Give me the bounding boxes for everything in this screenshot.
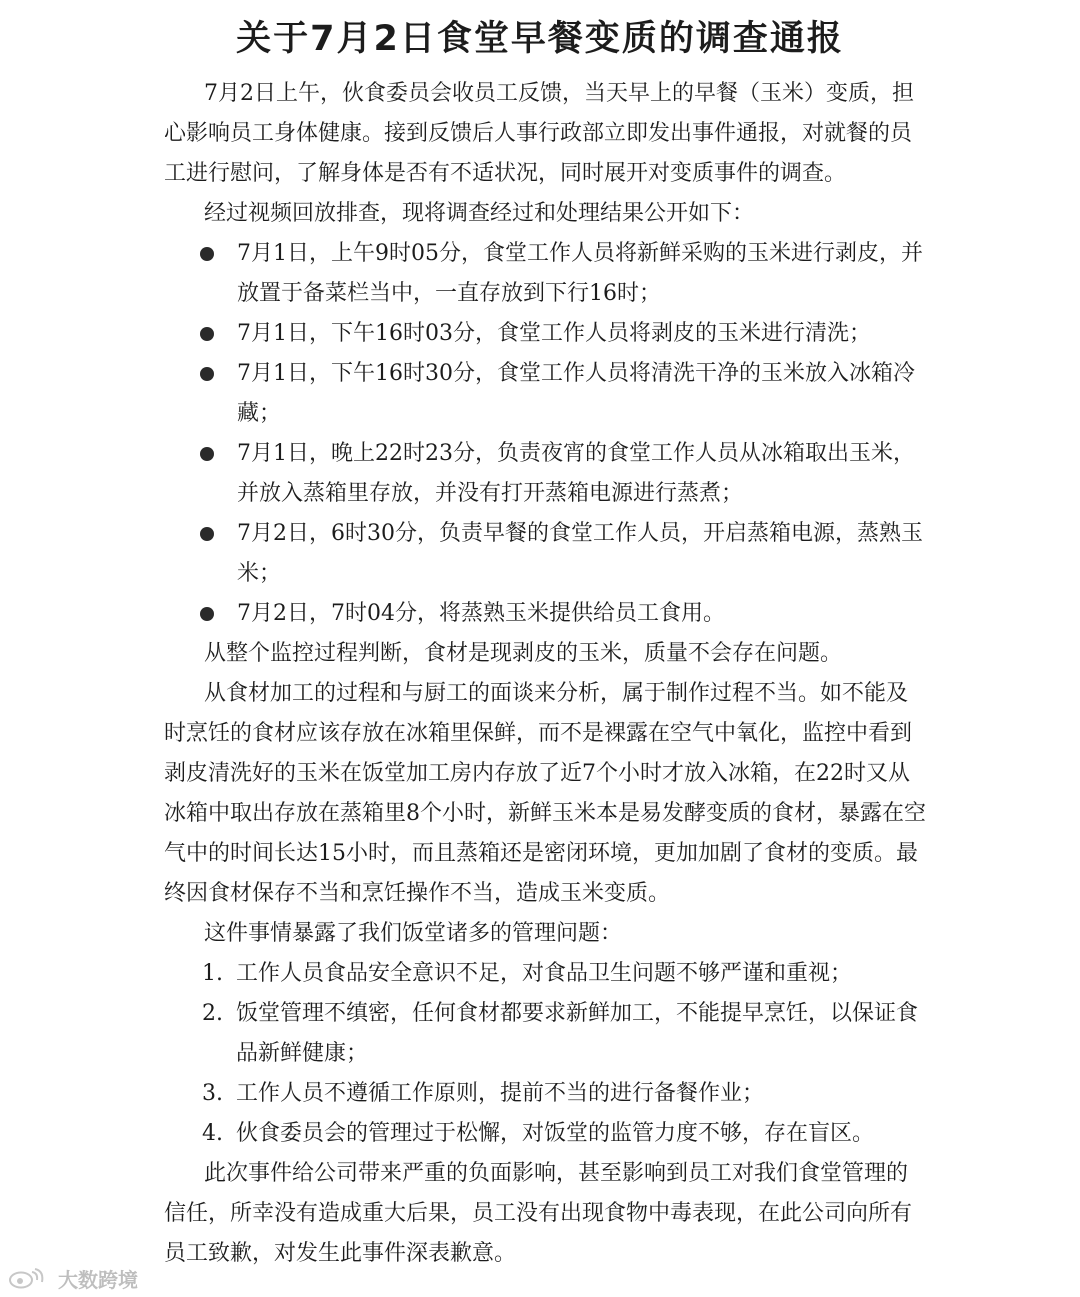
- watermark-text: 大数跨境: [58, 1267, 138, 1292]
- investigation-lead-paragraph: 经过视频回放排查，现将调查经过和处理结果公开如下：: [204, 201, 755, 226]
- issue-number: 3.: [202, 1081, 223, 1106]
- timeline-item-text: 7月2日，6时30分，负责早餐的食堂工作人员，开启蒸箱电源，蒸熟玉米；: [237, 521, 923, 586]
- timeline-item-text: 7月1日，晚上22时23分，负责夜宵的食堂工作人员从冰箱取出玉米，并放入蒸箱里存放，并没有打开蒸箱电源进行蒸煮；: [237, 441, 915, 506]
- bullet-dot-icon: [200, 447, 214, 461]
- timeline-item: [164, 354, 926, 434]
- timeline-item: [164, 434, 926, 514]
- timeline-item: [164, 314, 926, 354]
- timeline-item-text: 7月1日，上午9时05分，食堂工作人员将新鲜采购的玉米进行剥皮，并放置于备菜栏当中，一直存放到下行16时；: [237, 241, 923, 306]
- issue-item: [164, 954, 926, 994]
- issue-text: 饭堂管理不缜密，任何食材都要求新鲜加工，不能提早烹饪，以保证食品新鲜健康；: [236, 1001, 919, 1066]
- bullet-dot-icon: [200, 527, 214, 541]
- issue-text: 伙食委员会的管理过于松懈，对饭堂的监管力度不够，存在盲区。: [236, 1121, 875, 1146]
- timeline-item-text: 7月1日，下午16时30分，食堂工作人员将清洗干净的玉米放入冰箱冷藏；: [237, 361, 915, 426]
- timeline-list: [164, 234, 926, 634]
- issue-item: [164, 994, 926, 1074]
- issue-number: 4.: [202, 1121, 223, 1146]
- document-title: 关于7月2日食堂早餐变质的调查通报: [236, 19, 844, 59]
- watermark: [8, 1263, 138, 1293]
- bullet-dot-icon: [200, 367, 214, 381]
- issue-number: 2.: [202, 1001, 223, 1026]
- intro-paragraph: 7月2日上午，伙食委员会收员工反馈，当天早上的早餐（玉米）变质，担心影响员工身体健康。接到反馈后人事行政部立即发出事件通报，对就餐的员工进行慰问，了解身体是否有不适状况，同时展开对变质事件的调查。: [164, 81, 914, 186]
- bullet-dot-icon: [200, 247, 214, 261]
- issues-lead-paragraph: 这件事情暴露了我们饭堂诸多的管理问题：: [204, 921, 623, 946]
- document-body: [164, 74, 926, 1274]
- issue-item: [164, 1114, 926, 1154]
- issues-list: [164, 954, 926, 1154]
- monitoring-conclusion-paragraph: 从整个监控过程判断，食材是现剥皮的玉米，质量不会存在问题。: [204, 641, 843, 666]
- issue-text: 工作人员不遵循工作原则，提前不当的进行备餐作业；: [236, 1081, 765, 1106]
- timeline-item-text: 7月2日，7时04分，将蒸熟玉米提供给员工食用。: [237, 601, 725, 626]
- issue-item: [164, 1074, 926, 1114]
- issue-number: 1.: [202, 961, 223, 986]
- weibo-icon: [8, 1267, 52, 1289]
- analysis-paragraph: 从食材加工的过程和与厨工的面谈来分析，属于制作过程不当。如不能及时烹饪的食材应该存放在冰箱里保鲜，而不是裸露在空气中氧化，监控中看到剥皮清洗好的玉米在饭堂加工房内存放了近7个小时才放入冰箱，在22时又从冰箱中取出存放在蒸箱里8个小时，新鲜玉米本是易发酵变质的食材，暴露在空气中的时间长达15小时，而且蒸箱还是密闭环境，更加加剧了食材的变质。最终因食材保存不当和烹饪操作不当，造成玉米变质。: [164, 681, 926, 906]
- bullet-dot-icon: [200, 327, 214, 341]
- timeline-item: [164, 234, 926, 314]
- apology-paragraph: 此次事件给公司带来严重的负面影响，甚至影响到员工对我们食堂管理的信任，所幸没有造成重大后果，员工没有出现食物中毒表现，在此公司向所有员工致歉，对发生此事件深表歉意。: [164, 1161, 913, 1266]
- bullet-dot-icon: [200, 607, 214, 621]
- timeline-item: [164, 514, 926, 594]
- timeline-item: [164, 594, 926, 634]
- issue-text: 工作人员食品安全意识不足，对食品卫生问题不够严谨和重视；: [236, 961, 853, 986]
- timeline-item-text: 7月1日，下午16时03分，食堂工作人员将剥皮的玉米进行清洗；: [237, 321, 871, 346]
